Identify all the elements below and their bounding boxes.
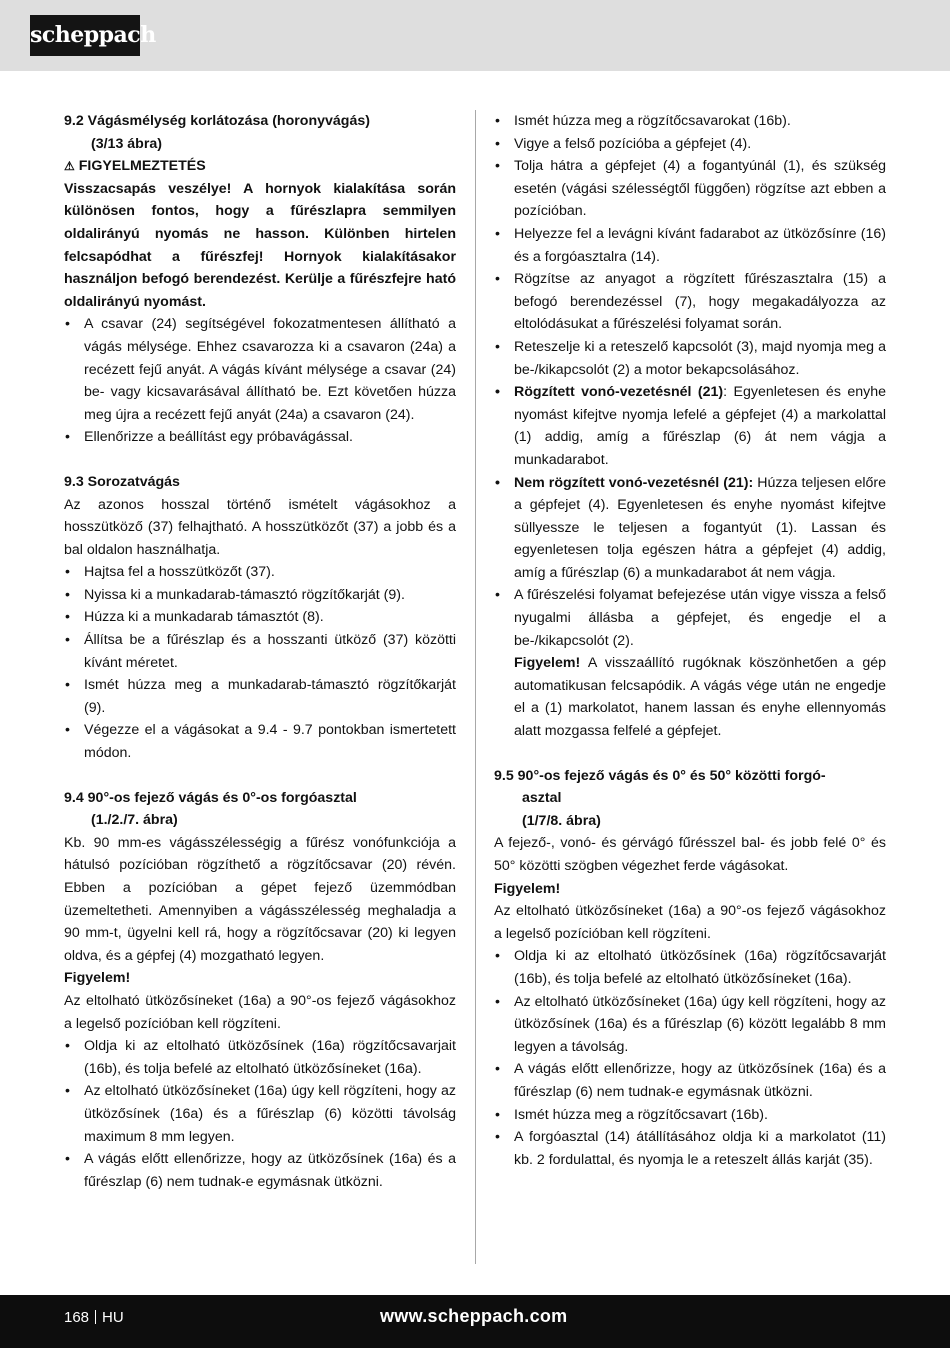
section-9-4-text: Kb. 90 mm-es vágásszélességig a fűrész vonófunkciója a hátulsó pozícióban rögzíthető a rögzítőcsavar (20) révén. Ebben a pozícióban a gépet fejező üzemmódban üzemeltetheti. Amennyiben a vágásszélesség meghaladja a 90 mm-t, ügyelni kell rá, hogy a rögzítőcsavar (20) ki legyen oldva, és a gépfej (4) mozgatható legyen. [64,834,456,964]
scheppach-logo: scheppach [30,15,140,56]
warning-triangle-icon: ⚠ [64,159,75,174]
fixed-guide-text: : Egyenletesen és enyhe nyomást kifejtve nyomja lefelé a gépfejet (4) a markolattal (1) addig, amíg a fűrészlap (6) át nem vágja a munkadarabot. [514,384,886,468]
warning-heading [64,155,456,178]
list-item: • Ismét húzza meg a rögzítőcsavart (16b). [494,1104,886,1127]
list-item: • Ismét húzza meg a rögzítőcsavarokat (16b). [494,110,886,133]
column-divider [475,110,476,1264]
section-9-4-title: 9.4 90°-os fejező vágás és 0°-os forgóasztal [64,789,357,806]
list-item: • Ismét húzza meg a munkadarab-támasztó rögzítőkarját (9). [64,674,456,719]
list-item: • A vágás előtt ellenőrizze, hogy az ütközősínek (16a) és a fűrészlap (6) nem tudnak-e egymásnak ütközni. [494,1058,886,1103]
section-9-5-attention-text: Az eltolható ütközősíneket (16a) a 90°-os fejező vágásokhoz a legelső pozícióban kell rögzíteni. [494,903,886,942]
list-item: • Állítsa be a fűrészlap és a hosszanti ütköző (37) közötti kívánt méretet. [64,629,456,674]
list-item: • Nyissa ki a munkadarab-támasztó rögzítőkarját (9). [64,584,456,607]
list-item: • A csavar (24) segítségével fokozatmentesen állítható a vágás mélysége. Ehhez csavarozza ki a csavaron (24a) a recézett fejű anyát. A vágás kívánt mélysége a csavar (24) be- vagy kicsavarásával állítható be. Ezt követően húzza meg újra a recézett fejű anyát (24a) a csavaron (24). [64,313,456,426]
section-9-3-title: 9.3 Sorozatvágás [64,473,180,490]
left-column [64,110,456,1193]
warning-text: Visszacsapás veszélye! A hornyok kialakítása során különösen fontos, hogy a fűrészlapra semmilyen oldalirányú nyomás ne hasson. Különben hirtelen felcsapódhat a fűrészfej! Hornyok kialakításakor használjon befogó berendezést. Kerülje a fűrészfejre ható oldalirányú nyomást. [64,180,456,310]
section-9-3-list [64,561,456,764]
section-9-2-figure-ref: (3/13 ábra) [91,135,162,152]
section-9-4-figure-ref: (1./2./7. ábra) [91,812,178,829]
section-9-2-list [64,313,456,449]
section-9-5-list [494,945,886,1171]
list-item: • Hajtsa fel a hosszütközőt (37). [64,561,456,584]
page-header [0,0,950,71]
list-item: • Húzza ki a munkadarab támasztót (8). [64,606,456,629]
page-number: 168 [64,1309,90,1326]
procedure-list [494,110,886,652]
unfixed-guide-label: Nem rögzített vonó-vezetésnél (21): [514,474,754,491]
list-item: • Rögzítse az anyagot a rögzített fűrészasztalra (15) a befogó berendezéssel (7), hogy megakadályozza az eltolódásukat a fűrészelési folyamat során. [494,268,886,336]
page-number-separator [95,1310,96,1324]
list-item: • Tolja hátra a gépfejet (4) a fogantyúnál (1), és szükség esetén (vágási szélességtől függően) rögzítse azt ebben a pozícióban. [494,155,886,223]
list-item: • Helyezze fel a levágni kívánt fadarabot az ütközősínre (16) és a forgóasztalra (14). [494,223,886,268]
section-9-5-attention: Figyelem! [494,880,561,897]
list-item: • Végezze el a vágásokat a 9.4 - 9.7 pontokban ismertetett módon. [64,719,456,764]
website-url[interactable]: www.scheppach.com [380,1306,568,1326]
section-9-3-text: Az azonos hosszal történő ismételt vágásokhoz a hosszütköző (37) felhajtható. A hosszütközőt (37) a jobb és a bal oldalon használhatja. [64,496,456,558]
list-item: • A fűrészelési folyamat befejezése után vigye vissza a felső nyugalmi állásba a gépfejet, és engedje el a be-/kikapcsolót (2). [494,584,886,652]
list-item-fixed-guide [494,381,886,471]
section-9-5-figure-ref: (1/7/8. ábra) [522,812,601,829]
right-column [494,110,886,1171]
section-9-4-list [64,1035,456,1193]
list-item-unfixed-guide [494,472,886,585]
list-item: • Oldja ki az eltolható ütközősínek (16a) rögzítőcsavarjait (16b), és tolja befelé az eltolható ütközősíneket (16a). [64,1035,456,1080]
unfixed-guide-text: Húzza teljesen előre a gépfejet (4). Egyenletesen és enyhe nyomást kifejtve süllyessze le teljesen a fogantyút (1). Lassan és egyenletesen tolja egészen hátra a gépfejet (4) addig, amíg a fűrészlap (6) a munkadarabot át nem vágja. [514,474,886,581]
list-item: • A forgóasztal (14) átállításához oldja ki a markolatot (11) kb. 2 fordulattal, és nyomja le a reteszelt állás karját (35). [494,1126,886,1171]
fixed-guide-label: Rögzített vonó-vezetésnél (21) [514,384,724,401]
section-9-2-title: 9.2 Vágásmélység korlátozása (horonyvágás) [64,113,370,129]
warning-title: FIGYELMEZTETÉS [78,158,206,175]
section-9-4-attention-text: Az eltolható ütközősíneket (16a) a 90°-os fejező vágásokhoz a legelső pozícióban kell rögzíteni. [64,992,456,1032]
finish-attention-text: A visszaállító rugóknak köszönhetően a gép automatikusan felcsapódik. A vágás vége után ne engedje el a (1) markolatot, hanem lassan és enyhe ellennyomás alatt mozgassa felfelé a gépfejet. [514,655,886,740]
section-9-5-title: 9.5 90°-os fejező vágás és 0° és 50° közötti forgó- [494,767,826,784]
finish-attention-label: Figyelem! [514,655,581,672]
list-item: • Az eltolható ütközősíneket (16a) úgy kell rögzíteni, hogy az ütközősínek (16a) és a fűrészlap (6) között legalább 8 mm legyen a távolság. [494,991,886,1059]
page-number-block [64,1309,124,1326]
list-item: • Ellenőrizze a beállítást egy próbavágással. [64,426,456,449]
list-item: • Vigye a felső pozícióba a gépfejet (4). [494,133,886,156]
finish-attention-paragraph [494,652,886,742]
list-item: • Oldja ki az eltolható ütközősínek (16a) rögzítőcsavarját (16b), és tolja befelé az eltolható ütközősíneket (16a). [494,945,886,990]
section-9-4-attention: Figyelem! [64,970,131,987]
page-footer [0,1295,950,1348]
language-code: HU [102,1309,124,1326]
list-item: • A vágás előtt ellenőrizze, hogy az ütközősínek (16a) és a fűrészlap (6) nem tudnak-e egymásnak ütközni. [64,1148,456,1193]
list-item: • Reteszelje ki a reteszelő kapcsolót (3), majd nyomja meg a be-/kikapcsolót (2) a motor bekapcsolásához. [494,336,886,381]
list-item: • Az eltolható ütközősíneket (16a) úgy kell rögzíteni, hogy az ütközősínek (16a) és a fűrészlap (6) közötti távolság maximum 8 mm legyen. [64,1080,456,1148]
section-9-5-title-cont: asztal [522,790,562,807]
section-9-5-text: A fejező-, vonó- és gérvágó fűrésszel bal- és jobb felé 0° és 50° közötti szögben végezhet ferde vágásokat. [494,835,886,874]
